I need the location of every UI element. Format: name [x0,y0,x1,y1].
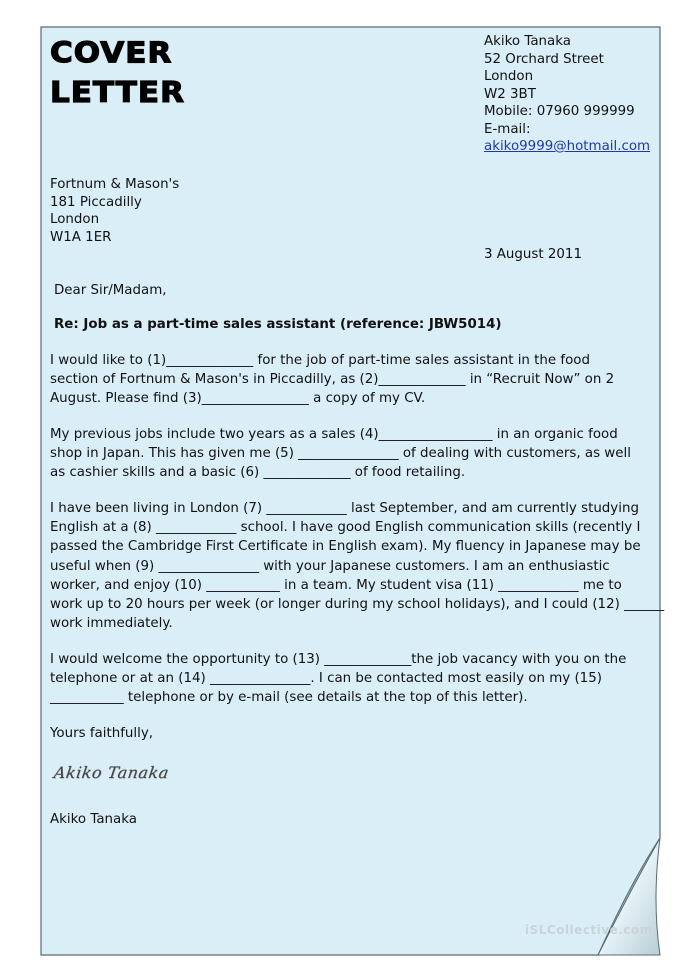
paragraph-line: I would welcome the opportunity to (13) _____________the job vacancy with you on the [50,652,627,667]
paragraph-line: section of Fortnum & Mason's in Piccadilly, as (2)_____________ in “Recruit Now” on 2 [50,372,615,388]
paragraph-line: as cashier skills and a basic (6) _____________ of food retailing. [50,465,466,481]
sender-name: Akiko Tanaka [484,34,571,49]
watermark: iSLCollective.com [525,923,653,937]
paragraph-line: My previous jobs include two years as a sales (4)_________________ in an organic food [50,427,618,442]
cover-letter-title [50,34,185,113]
paragraph-line: I have been living in London (7) ____________ last September, and am currently studying [50,501,639,516]
paragraph-line: ___________ telephone or by e-mail (see details at the top of this letter). [50,690,528,706]
paragraph-3 [50,499,665,633]
sender-email-label: E-mail: [484,121,531,137]
signed-name: Akiko Tanaka [50,812,137,827]
subject-line: Re: Job as a part-time sales assistant (reference: JBW5014) [54,317,502,332]
paragraph-line: passed the Cambridge First Certificate in English exam). My fluency in Japanese may be [50,539,641,555]
title-line-1: COVER [50,36,173,70]
paragraph-1 [50,351,650,409]
sender-street: 52 Orchard Street [484,51,604,67]
paragraph-line: English at a (8) ____________ school. I have good English communication skills (recently I [50,520,641,536]
paragraph-line: useful when (9) _______________ with your Japanese customers. I am an enthusiastic [50,558,610,574]
sender-city: London [484,69,534,84]
paragraph-line: work immediately. [50,616,173,632]
paragraph-line: August. Please find (3)________________ a copy of my CV. [50,391,426,407]
paragraph-line: work up to 20 hours per week (or longer during my school holidays), and I could (12) ______ [50,597,665,613]
handwritten-signature: Akiko Tanaka [52,763,171,782]
salutation: Dear Sir/Madam, [54,283,167,298]
sender-mobile: Mobile: 07960 999999 [484,104,635,119]
paragraph-4 [50,650,650,708]
recipient-street: 181 Piccadilly [50,194,142,210]
recipient-company: Fortnum & Mason's [50,177,180,192]
paragraph-line: worker, and enjoy (10) ___________ in a team. My student visa (11) ____________ me to [50,577,622,593]
recipient-city: London [50,212,100,227]
paragraph-line: telephone or at an (14) _______________. I can be contacted most easily on my (15) [50,671,602,687]
letter-date: 3 August 2011 [484,247,582,262]
paragraph-line: I would like to (1)_____________ for the job of part-time sales assistant in the food [50,353,590,368]
recipient-postcode: W1A 1ER [50,229,112,245]
recipient-address [50,176,179,246]
sender-address [484,33,650,156]
sender-postcode: W2 3BT [484,86,536,102]
title-line-2: LETTER [50,76,185,110]
sender-email-link[interactable]: akiko9999@hotmail.com [484,139,651,154]
closing: Yours faithfully, [50,726,154,741]
paragraph-2 [50,425,650,483]
paragraph-line: shop in Japan. This has given me (5) _______________ of dealing with customers, as well [50,446,631,462]
